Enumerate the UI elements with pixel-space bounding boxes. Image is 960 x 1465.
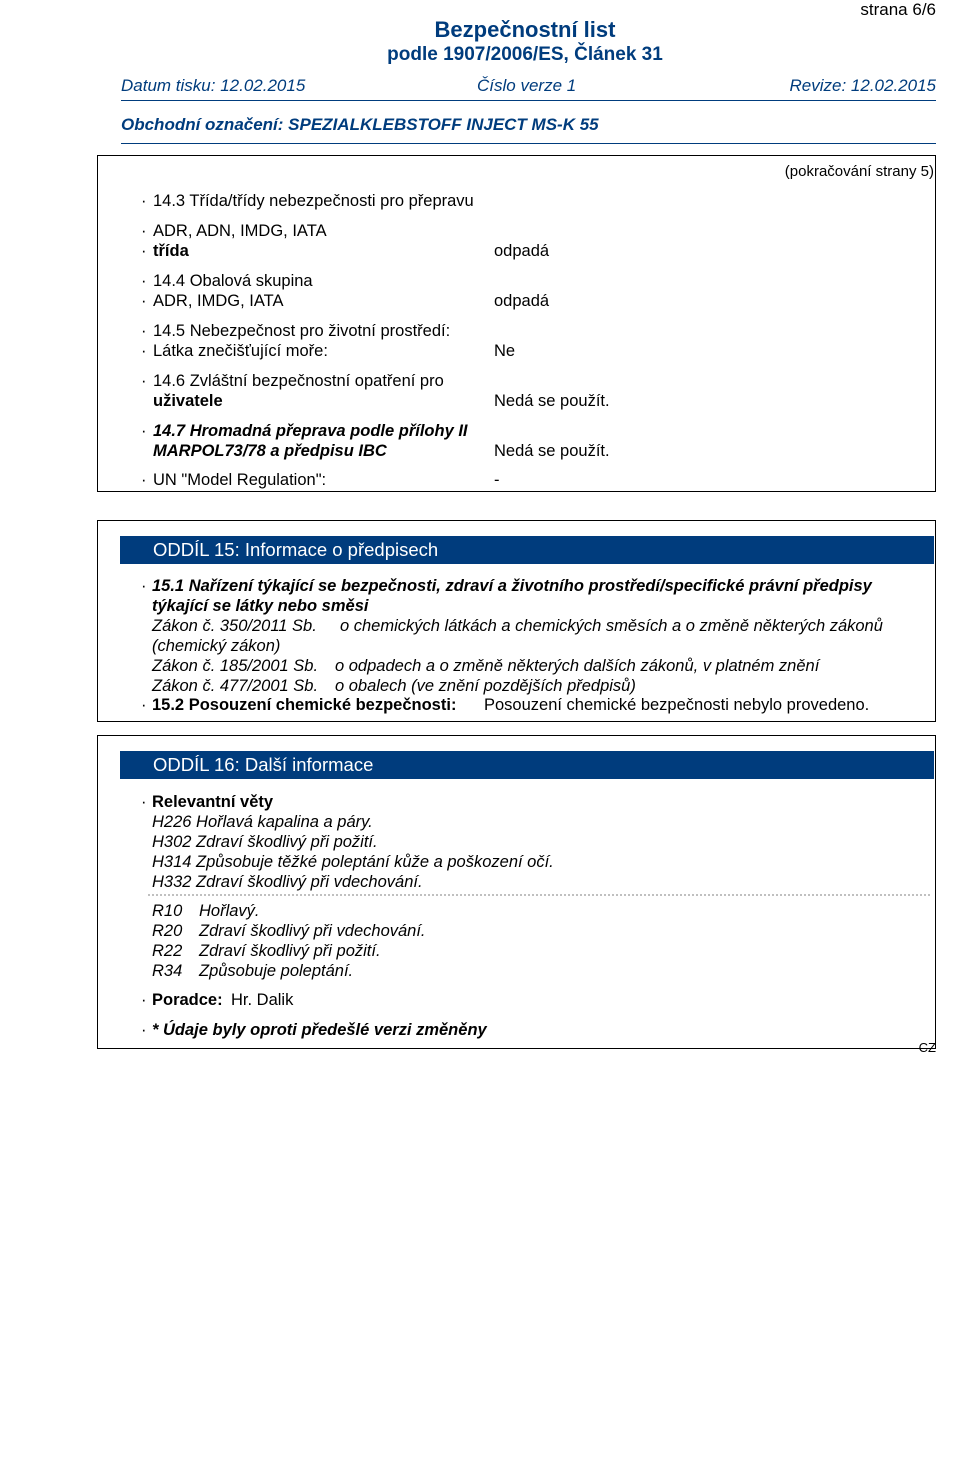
r34-code: R34 <box>152 962 183 980</box>
item-15-1-cont: týkající se látky nebo směsi <box>152 597 369 615</box>
h226: H226 Hořlavá kapalina a páry. <box>152 813 373 831</box>
document-title: Bezpečnostní list <box>434 17 616 42</box>
header-divider <box>121 100 936 101</box>
r20-code: R20 <box>152 922 183 940</box>
un-regulation-value: - <box>494 471 500 489</box>
r22-code: R22 <box>152 942 183 960</box>
h332: H332 Zdraví škodlivý při vdechování. <box>152 873 423 891</box>
law-1-text: o chemických látkách a chemických směsích a o změně některých zákonů <box>340 617 883 635</box>
marine-pollutant-value: Ne <box>494 342 516 360</box>
item-14-5: 14.5 Nebezpečnost pro životní prostředí: <box>153 322 451 340</box>
item-15-2: 15.2 Posouzení chemické bezpečnosti: <box>152 696 457 714</box>
law-1-cont: (chemický zákon) <box>152 637 281 655</box>
item-14-6: 14.6 Zvláštní bezpečnostní opatření pro <box>153 372 444 390</box>
law-1-ref: Zákon č. 350/2011 Sb. <box>152 617 317 635</box>
item-14-7-value: Nedá se použít. <box>494 442 610 460</box>
dotted-separator <box>148 894 930 896</box>
packing-value: odpadá <box>494 292 550 310</box>
law-2-ref: Zákon č. 185/2001 Sb. <box>152 657 319 675</box>
continuation-note: (pokračování strany 5) <box>784 163 934 180</box>
changes-note: * Údaje byly oproti předešlé verzi změněny <box>152 1021 487 1039</box>
item-14-7: 14.7 Hromadná přeprava podle přílohy II <box>153 422 468 440</box>
r10-code: R10 <box>152 902 183 920</box>
class-label: třída <box>153 242 189 260</box>
h302: H302 Zdraví škodlivý při požití. <box>152 833 378 851</box>
law-2-text: o odpadech a o změně některých dalších zákonů, v platném znění <box>335 657 820 675</box>
print-date: Datum tisku: 12.02.2015 <box>121 76 306 95</box>
item-14-3: 14.3 Třída/třídy nebezpečnosti pro přepravu <box>153 192 474 210</box>
law-3-ref: Zákon č. 477/2001 Sb. <box>152 677 319 695</box>
transport-modes: ADR, ADN, IMDG, IATA <box>153 222 327 240</box>
section-16-header: ODDÍL 16: Další informace <box>120 751 934 779</box>
r20-text: Zdraví škodlivý při vdechování. <box>199 922 426 940</box>
item-14-7-cont: MARPOL73/78 a předpisu IBC <box>153 442 387 460</box>
revision-date: Revize: 12.02.2015 <box>789 76 936 95</box>
h314: H314 Způsobuje těžké poleptání kůže a poškození očí. <box>152 853 554 871</box>
item-14-6-value: Nedá se použít. <box>494 392 610 410</box>
marine-pollutant-label: Látka znečišťující moře: <box>153 342 328 360</box>
item-15-1: 15.1 Nařízení týkající se bezpečnosti, zdraví a životního prostředí/specifické právní předpisy <box>152 577 872 595</box>
relevant-phrases-label: Relevantní věty <box>152 793 274 811</box>
class-value: odpadá <box>494 242 550 260</box>
item-14-6-cont: uživatele <box>153 392 223 410</box>
section-15-header: ODDÍL 15: Informace o předpisech <box>120 536 934 564</box>
version-number: Číslo verze 1 <box>477 76 577 95</box>
advisor-value: Hr. Dalik <box>231 991 294 1009</box>
document-subtitle: podle 1907/2006/ES, Článek 31 <box>387 44 663 65</box>
r34-text: Způsobuje poleptání. <box>199 962 354 980</box>
trade-name: Obchodní označení: SPEZIALKLEBSTOFF INJECT MS-K 55 <box>121 115 599 134</box>
trade-name-divider <box>121 143 936 144</box>
item-15-2-value: Posouzení chemické bezpečnosti nebylo provedeno. <box>484 696 870 714</box>
packing-modes: ADR, IMDG, IATA <box>153 292 284 310</box>
language-code: CZ <box>918 1040 936 1055</box>
advisor-label: Poradce: <box>152 991 223 1009</box>
item-14-4: 14.4 Obalová skupina <box>153 272 313 290</box>
un-regulation-label: UN "Model Regulation": <box>153 471 327 489</box>
section-16-box <box>97 735 936 1049</box>
r10-text: Hořlavý. <box>199 902 260 920</box>
law-3-text: o obalech (ve znění pozdějších předpisů) <box>335 677 636 695</box>
r22-text: Zdraví škodlivý při požití. <box>199 942 381 960</box>
page-number: strana 6/6 <box>860 0 936 19</box>
